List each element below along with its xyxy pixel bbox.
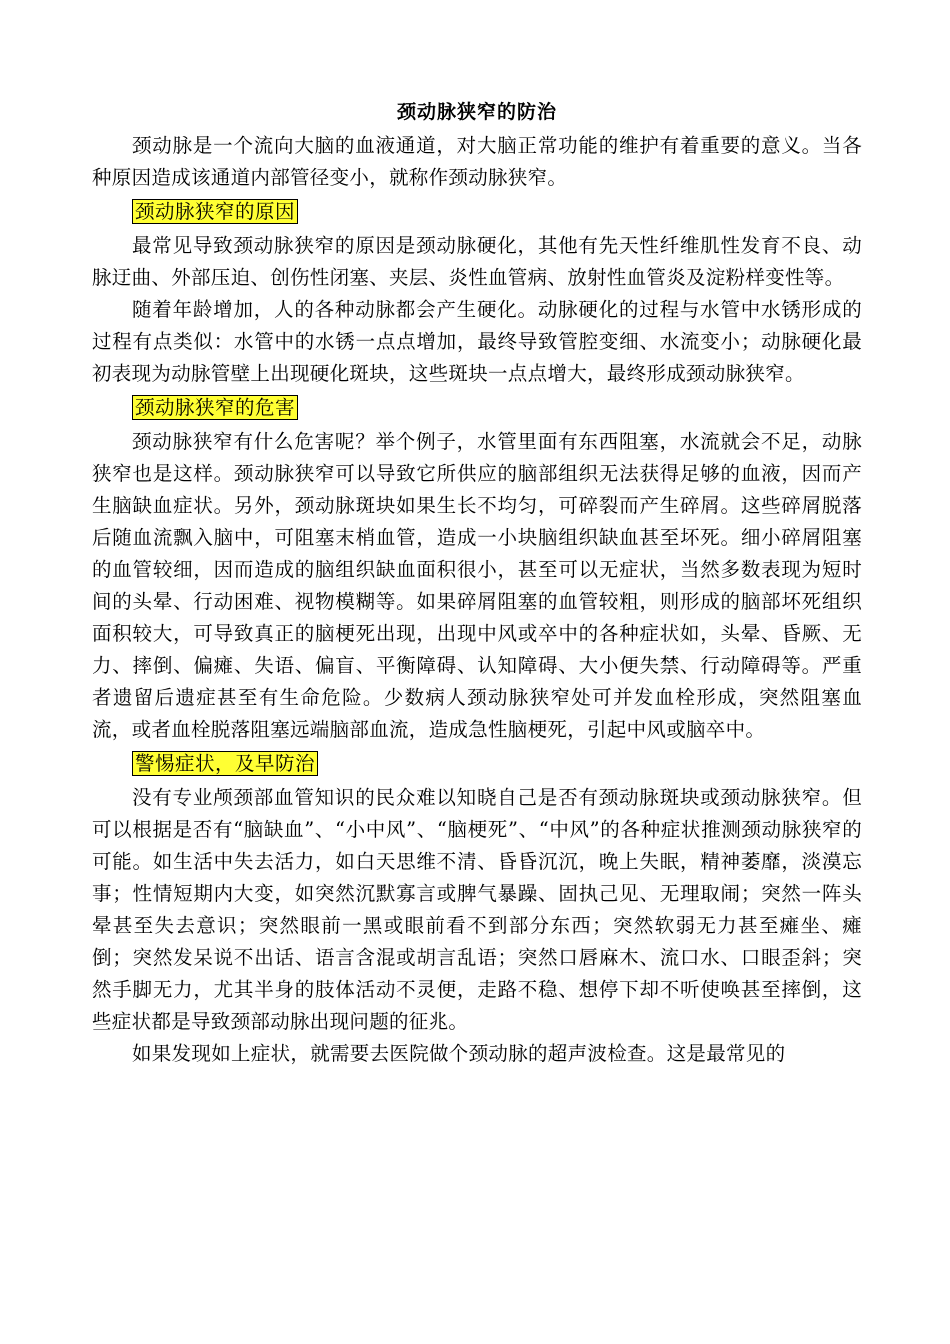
section-heading-label: 颈动脉狭窄的原因: [132, 199, 298, 224]
section-heading-prevention: [132, 748, 862, 780]
prevention-paragraph-1: 没有专业颅颈部血管知识的民众难以知晓自己是否有颈动脉斑块或颈动脉狭窄。但可以根据是否有“脑缺血”、“小中风”、“脑梗死”、“中风”的各种症状推测颈动脉狭窄的可能。如生活中失去活力，如白天思维不清、昏昏沉沉，晚上失眠，精神萎靡，淡漠忘事；性情短期内大变，如突然沉默寡言或脾气暴躁、固执己见、无理取闹；突然一阵头晕甚至失去意识；突然眼前一黑或眼前看不到部分东西；突然软弱无力甚至瘫坐、瘫倒；突然发呆说不出话、语言含混或胡言乱语；突然口唇麻木、流口水、口眼歪斜；突然手脚无力，尤其半身的肢体活动不灵便，走路不稳、想停下却不听使唤甚至摔倒，这些症状都是导致颈部动脉出现问题的征兆。: [92, 786, 862, 1033]
causes-paragraph-1: 最常见导致颈动脉狭窄的原因是颈动脉硬化，其他有先天性纤维肌性发育不良、动脉迂曲、外部压迫、创伤性闭塞、夹层、炎性血管病、放射性血管炎及淀粉样变性等。: [92, 234, 862, 289]
section-heading-label: 颈动脉狭窄的危害: [132, 395, 298, 420]
document-page: [92, 98, 862, 1070]
section-heading-causes: [132, 196, 862, 228]
causes-paragraph-2: 随着年龄增加，人的各种动脉都会产生硬化。动脉硬化的过程与水管中水锈形成的过程有点类似：水管中的水锈一点点增加，最终导致管腔变细、水流变小；动脉硬化最初表现为动脉管壁上出现硬化斑块，这些斑块一点点增大，最终形成颈动脉狭窄。: [92, 298, 862, 385]
harm-paragraph-1: 颈动脉狭窄有什么危害呢？举个例子，水管里面有东西阻塞，水流就会不足，动脉狭窄也是这样。颈动脉狭窄可以导致它所供应的脑部组织无法获得足够的血液，因而产生脑缺血症状。另外，颈动脉斑块如果生长不均匀，可碎裂而产生碎屑。这些碎屑脱落后随血流飘入脑中，可阻塞末梢血管，造成一小块脑组织缺血甚至坏死。细小碎屑阻塞的血管较细，因而造成的脑组织缺血面积很小，甚至可以无症状，当然多数表现为短时间的头晕、行动困难、视物模糊等。如果碎屑阻塞的血管较粗，则形成的脑部坏死组织面积较大，可导致真正的脑梗死出现，出现中风或卒中的各种症状如，头晕、昏厥、无力、摔倒、偏瘫、失语、偏盲、平衡障碍、认知障碍、大小便失禁、行动障碍等。严重者遗留后遗症甚至有生命危险。少数病人颈动脉狭窄处可并发血栓形成，突然阻塞血流，或者血栓脱落阻塞远端脑部血流，造成急性脑梗死，引起中风或脑卒中。: [92, 430, 862, 741]
section-heading-label: 警惕症状，及早防治: [132, 751, 318, 776]
section-heading-harm: [132, 392, 862, 424]
document-title: 颈动脉狭窄的防治: [396, 101, 557, 123]
prevention-paragraph-2: 如果发现如上症状，就需要去医院做个颈动脉的超声波检查。这是最常见的: [132, 1042, 786, 1065]
intro-paragraph: 颈动脉是一个流向大脑的血液通道，对大脑正常功能的维护有着重要的意义。当各种原因造成该通道内部管径变小，就称作颈动脉狭窄。: [92, 134, 862, 189]
